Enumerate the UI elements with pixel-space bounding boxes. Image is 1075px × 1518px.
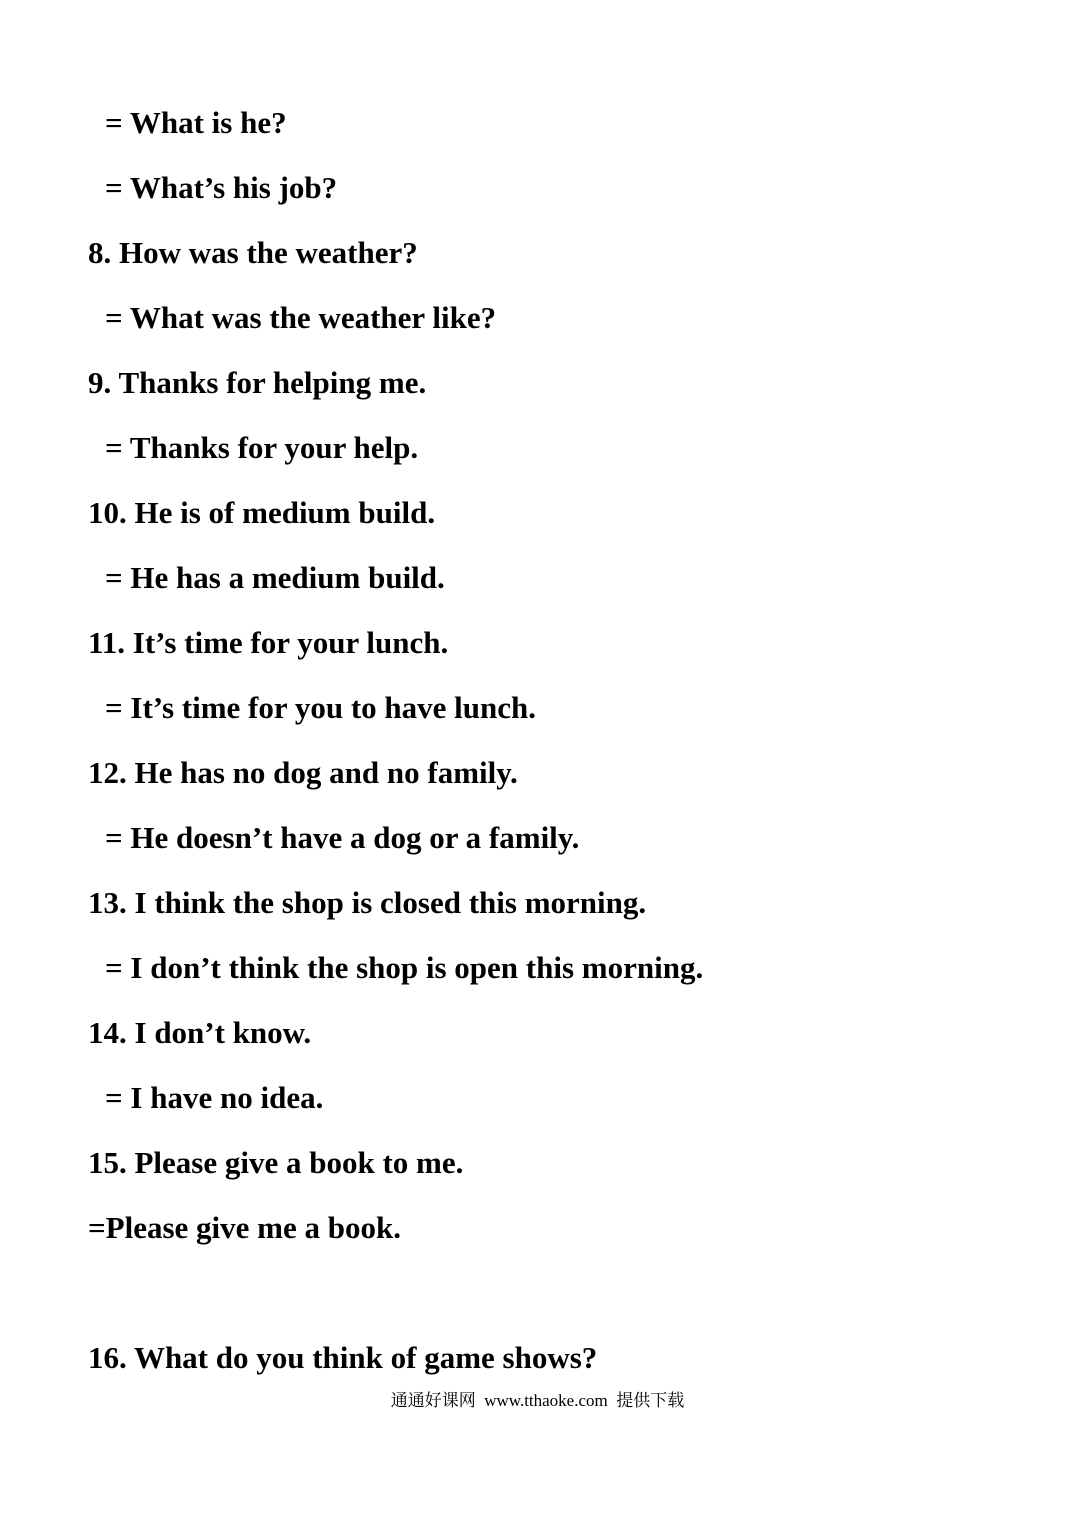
question-line: 11. It’s time for your lunch.: [88, 625, 449, 660]
answer-line: = What was the weather like?: [105, 300, 497, 335]
answer-line: = He doesn’t have a dog or a family.: [105, 820, 580, 855]
page-footer: 通通好课网 www.tthaoke.com 提供下载: [390, 1391, 685, 1410]
question-line: 8. How was the weather?: [88, 235, 418, 270]
question-line: 9. Thanks for helping me.: [88, 365, 427, 400]
question-line: 16. What do you think of game shows?: [88, 1340, 598, 1375]
answer-line: = What’s his job?: [105, 170, 338, 205]
question-line: 14. I don’t know.: [88, 1015, 312, 1050]
answer-line: = I don’t think the shop is open this morning.: [105, 950, 704, 985]
answer-line: =Please give me a book.: [88, 1210, 401, 1245]
question-line: 12. He has no dog and no family.: [88, 755, 518, 790]
answer-line: = Thanks for your help.: [105, 430, 419, 465]
question-line: 10. He is of medium build.: [88, 495, 436, 530]
answer-line: = It’s time for you to have lunch.: [105, 690, 536, 725]
answer-line: = I have no idea.: [105, 1080, 324, 1115]
question-line: 13. I think the shop is closed this morning.: [88, 885, 647, 920]
answer-line: = He has a medium build.: [105, 560, 445, 595]
question-line: 15. Please give a book to me.: [88, 1145, 464, 1180]
answer-line: = What is he?: [105, 105, 287, 140]
